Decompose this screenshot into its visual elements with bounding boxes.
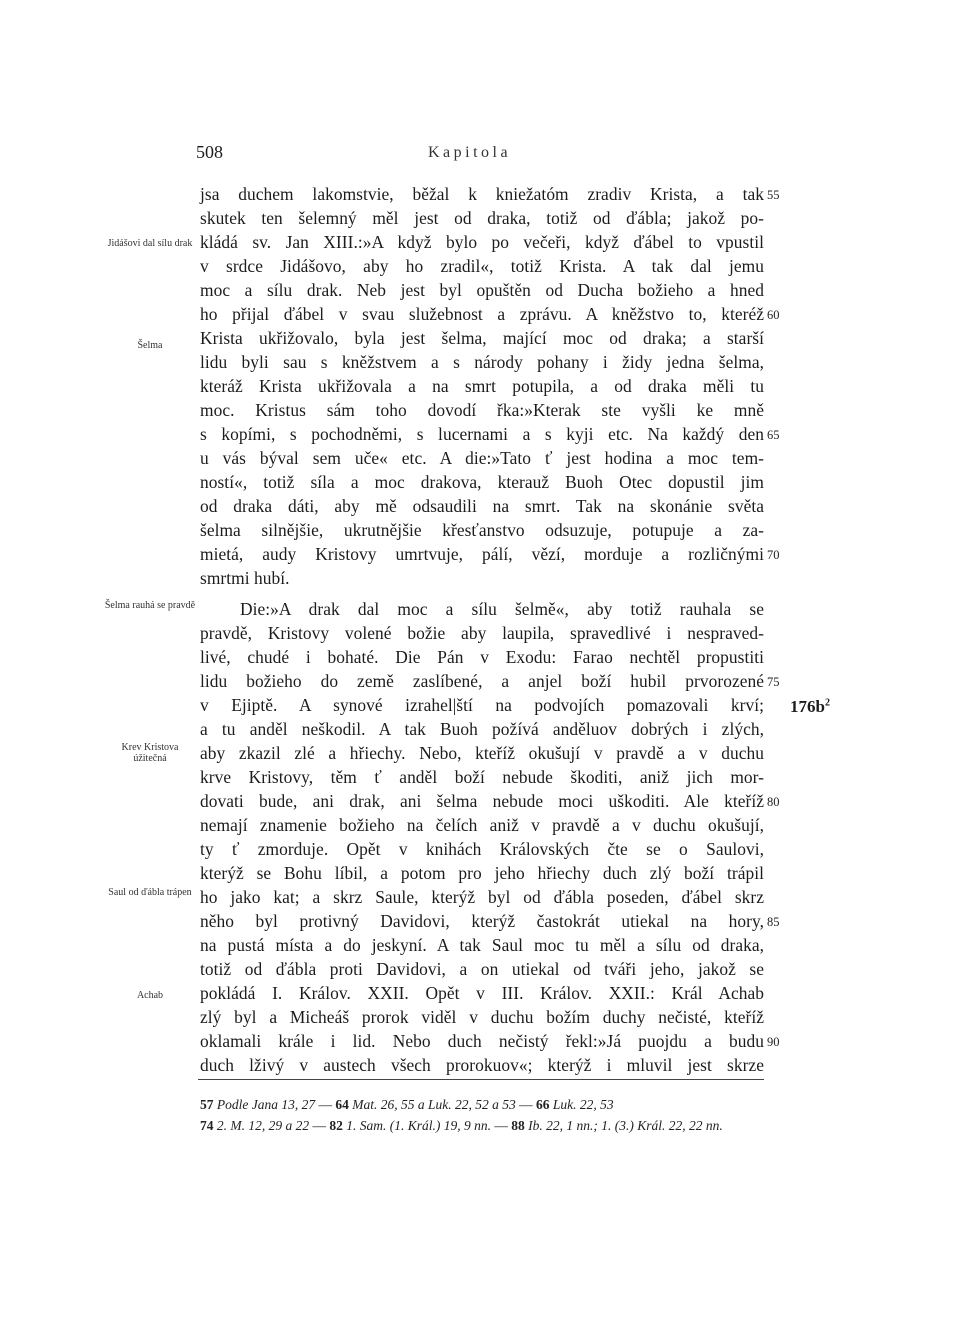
margin-note: Achab xyxy=(136,990,164,1001)
text-line: s kopími, s pochodněmi, s lucernami a s kyji etc. Na každý den xyxy=(200,424,764,444)
text-line: od draka dáti, aby mě odsaudili na smrt. Tak na skonánie světa xyxy=(200,496,764,516)
text-line: u vás býval sem uče« etc. A die:»Tato ť jest hodina a moc tem- xyxy=(200,448,764,468)
folio-number: 176b xyxy=(790,697,825,716)
text-line: Die:»A drak dal moc a sílu šelmě«, aby totiž rauhala se xyxy=(240,599,764,619)
line-number: 55 xyxy=(767,188,780,202)
note-text: Podle Jana 13, 27 xyxy=(216,1097,316,1112)
text-line: kterýž se Bohu líbil, a potom pro jeho hřiechy duch zlý boží trápil xyxy=(200,863,764,883)
text-line: lidu božieho do země zaslíbené, a anjel boží hubil prvorozené xyxy=(200,671,764,691)
text-line: v Ejiptě. A synové izrahel|ští na podvojích pomazovali krví; xyxy=(200,695,764,715)
text-line: mietá, audy Kristovy umrtvuje, pálí, vězí, morduje a rozličnými xyxy=(200,544,764,564)
text-line: moc. Kristus sám toho dovodí řka:»Kterak ste vyšli ke mně xyxy=(200,400,764,420)
text-line: pravdě, Kristovy volené božie aby laupila, spravedlivé i nespraved- xyxy=(200,623,764,643)
folio-superscript: 2 xyxy=(824,697,830,709)
text-line: ho jako kat; a skrz Saule, kterýž byl od ďábla poseden, ďábel skrz xyxy=(200,887,764,907)
line-number: 60 xyxy=(767,308,780,322)
notes-line: 74 2. M. 12, 29 a 22 — 82 1. Sam. (1. Král.) 19, 9 nn. — 88 Ib. 22, 1 nn.; 1. (3.) Král. 22, 22 nn. xyxy=(200,1118,723,1133)
margin-note: Jidášovi dal sílu drak xyxy=(107,238,193,249)
page-number: 508 xyxy=(196,142,223,162)
text-line: kládá sv. Jan XIII.:»A když bylo po večeři, když ďábel to vpustil xyxy=(200,232,764,252)
text-line: moc a sílu drak. Neb jest byl opuštěn od Ducha božieho a hned xyxy=(200,280,764,300)
line-number: 90 xyxy=(767,1035,780,1049)
text-line: ty ť zmorduje. Opět v knihách Královských čte se o Saulovi, xyxy=(200,839,764,859)
note-number: 74 xyxy=(200,1118,214,1133)
line-number: 85 xyxy=(767,915,780,929)
text-line: pokládá I. Králov. XXII. Opět v III. Králov. XXII.: Král Achab xyxy=(200,983,764,1003)
folio-mark xyxy=(790,697,830,717)
line-number: 70 xyxy=(767,548,780,562)
margin-note: Saul od ďábla trápen xyxy=(108,887,192,898)
text-line: aby zkazil zlé a hřiechy. Nebo, kteříž okušují v pravdě a v duchu xyxy=(200,743,764,763)
text-line: dovati bude, ani drak, ani šelma nebude moci uškoditi. Ale kteříž xyxy=(200,791,764,811)
text-line: a tu anděl neškodil. A tak Buoh požívá anděluov dobrých i zlých, xyxy=(200,719,764,739)
text-line: livé, chudé i bohaté. Die Pán v Exodu: Farao nechtěl propustiti xyxy=(200,647,764,667)
text-line: v srdce Jidášovo, aby ho zradil«, totiž Krista. A tak dal jemu xyxy=(200,256,764,276)
notes-line: 57 Podle Jana 13, 27 — 64 Mat. 26, 55 a Luk. 22, 52 a 53 — 66 Luk. 22, 53 xyxy=(200,1097,614,1112)
note-number: 57 xyxy=(200,1097,214,1112)
text-line: na pustá místa a do jeskyní. A tak Saul moc tu měl a sílu od draka, xyxy=(200,935,764,955)
line-number: 80 xyxy=(767,795,780,809)
text-line: kteráž Krista ukřižovala a na smrt potupila, a od draka měli tu xyxy=(200,376,764,396)
text-line: něho byl protivný Davidovi, kterýž častokrát utiekal na hory, xyxy=(200,911,764,931)
text-line: šelma silnějšie, ukrutnějšie křesťanstvo odsuzuje, potupuje a za- xyxy=(200,520,764,540)
line-number: 75 xyxy=(767,675,780,689)
note-number: 66 xyxy=(535,1097,550,1112)
text-line: smrtmi hubí. xyxy=(200,568,290,588)
text-line: totiž od ďábla proti Davidovi, a on utiekal od tváři jeho, jakož se xyxy=(200,959,764,979)
note-number: 82 xyxy=(329,1118,343,1133)
note-text: Luk. 22, 53 xyxy=(552,1097,614,1112)
text-line: Krista ukřižovalo, byla jest šelma, mající moc od draka; a starší xyxy=(200,328,764,348)
note-text: Ib. 22, 1 nn.; 1. (3.) Král. 22, 22 nn. xyxy=(528,1118,723,1133)
text-line: skutek ten šelemný měl jest od draka, totiž od ďábla; jakož po- xyxy=(200,208,764,228)
line-number: 65 xyxy=(767,428,780,442)
margin-note: Šelma rauhá se pravdě xyxy=(104,600,196,611)
running-head: Kapitola xyxy=(428,144,512,161)
text-line: jsa duchem lakomstvie, běžal k kniežatóm zradiv Krista, a tak xyxy=(200,184,764,204)
footnote-rule xyxy=(198,1079,764,1080)
text-line: zlý byl a Micheáš prorok viděl v duchu božím duchy nečisté, kteříž xyxy=(200,1007,764,1027)
text-line: nemají znamenie božieho na čelích aniž v pravdě a v duchu okušují, xyxy=(200,815,764,835)
note-text: 2. M. 12, 29 a 22 xyxy=(216,1118,310,1133)
margin-note: Šelma xyxy=(137,340,163,351)
note-number: 88 xyxy=(511,1118,525,1133)
text-line: lidu byli sau s kněžstvem a s národy pohany i židy jedna šelma, xyxy=(200,352,764,372)
note-text: Mat. 26, 55 a Luk. 22, 52 a 53 xyxy=(352,1097,516,1112)
text-line: krve Kristovy, těm ť anděl boží nebude škoditi, aniž jich mor- xyxy=(200,767,764,787)
text-line: oklamali krále i lid. Nebo duch nečistý řekl:»Já puojdu a budu xyxy=(200,1031,764,1051)
text-line: duch lživý v austech všech prorokuov«; kterýž i mluvil jest skrze xyxy=(200,1055,764,1075)
text-line: ho přijal ďábel v svau služebnost a zprávu. A kněžstvo to, kteréž xyxy=(200,304,764,324)
note-number: 64 xyxy=(335,1097,349,1112)
note-text: 1. Sam. (1. Král.) 19, 9 nn. xyxy=(346,1118,491,1133)
text-line: ností«, totiž síla a moc drakova, kterauž Buoh Otec dopustil jim xyxy=(200,472,764,492)
margin-note: Krev Kristova úžitečná xyxy=(121,742,179,764)
